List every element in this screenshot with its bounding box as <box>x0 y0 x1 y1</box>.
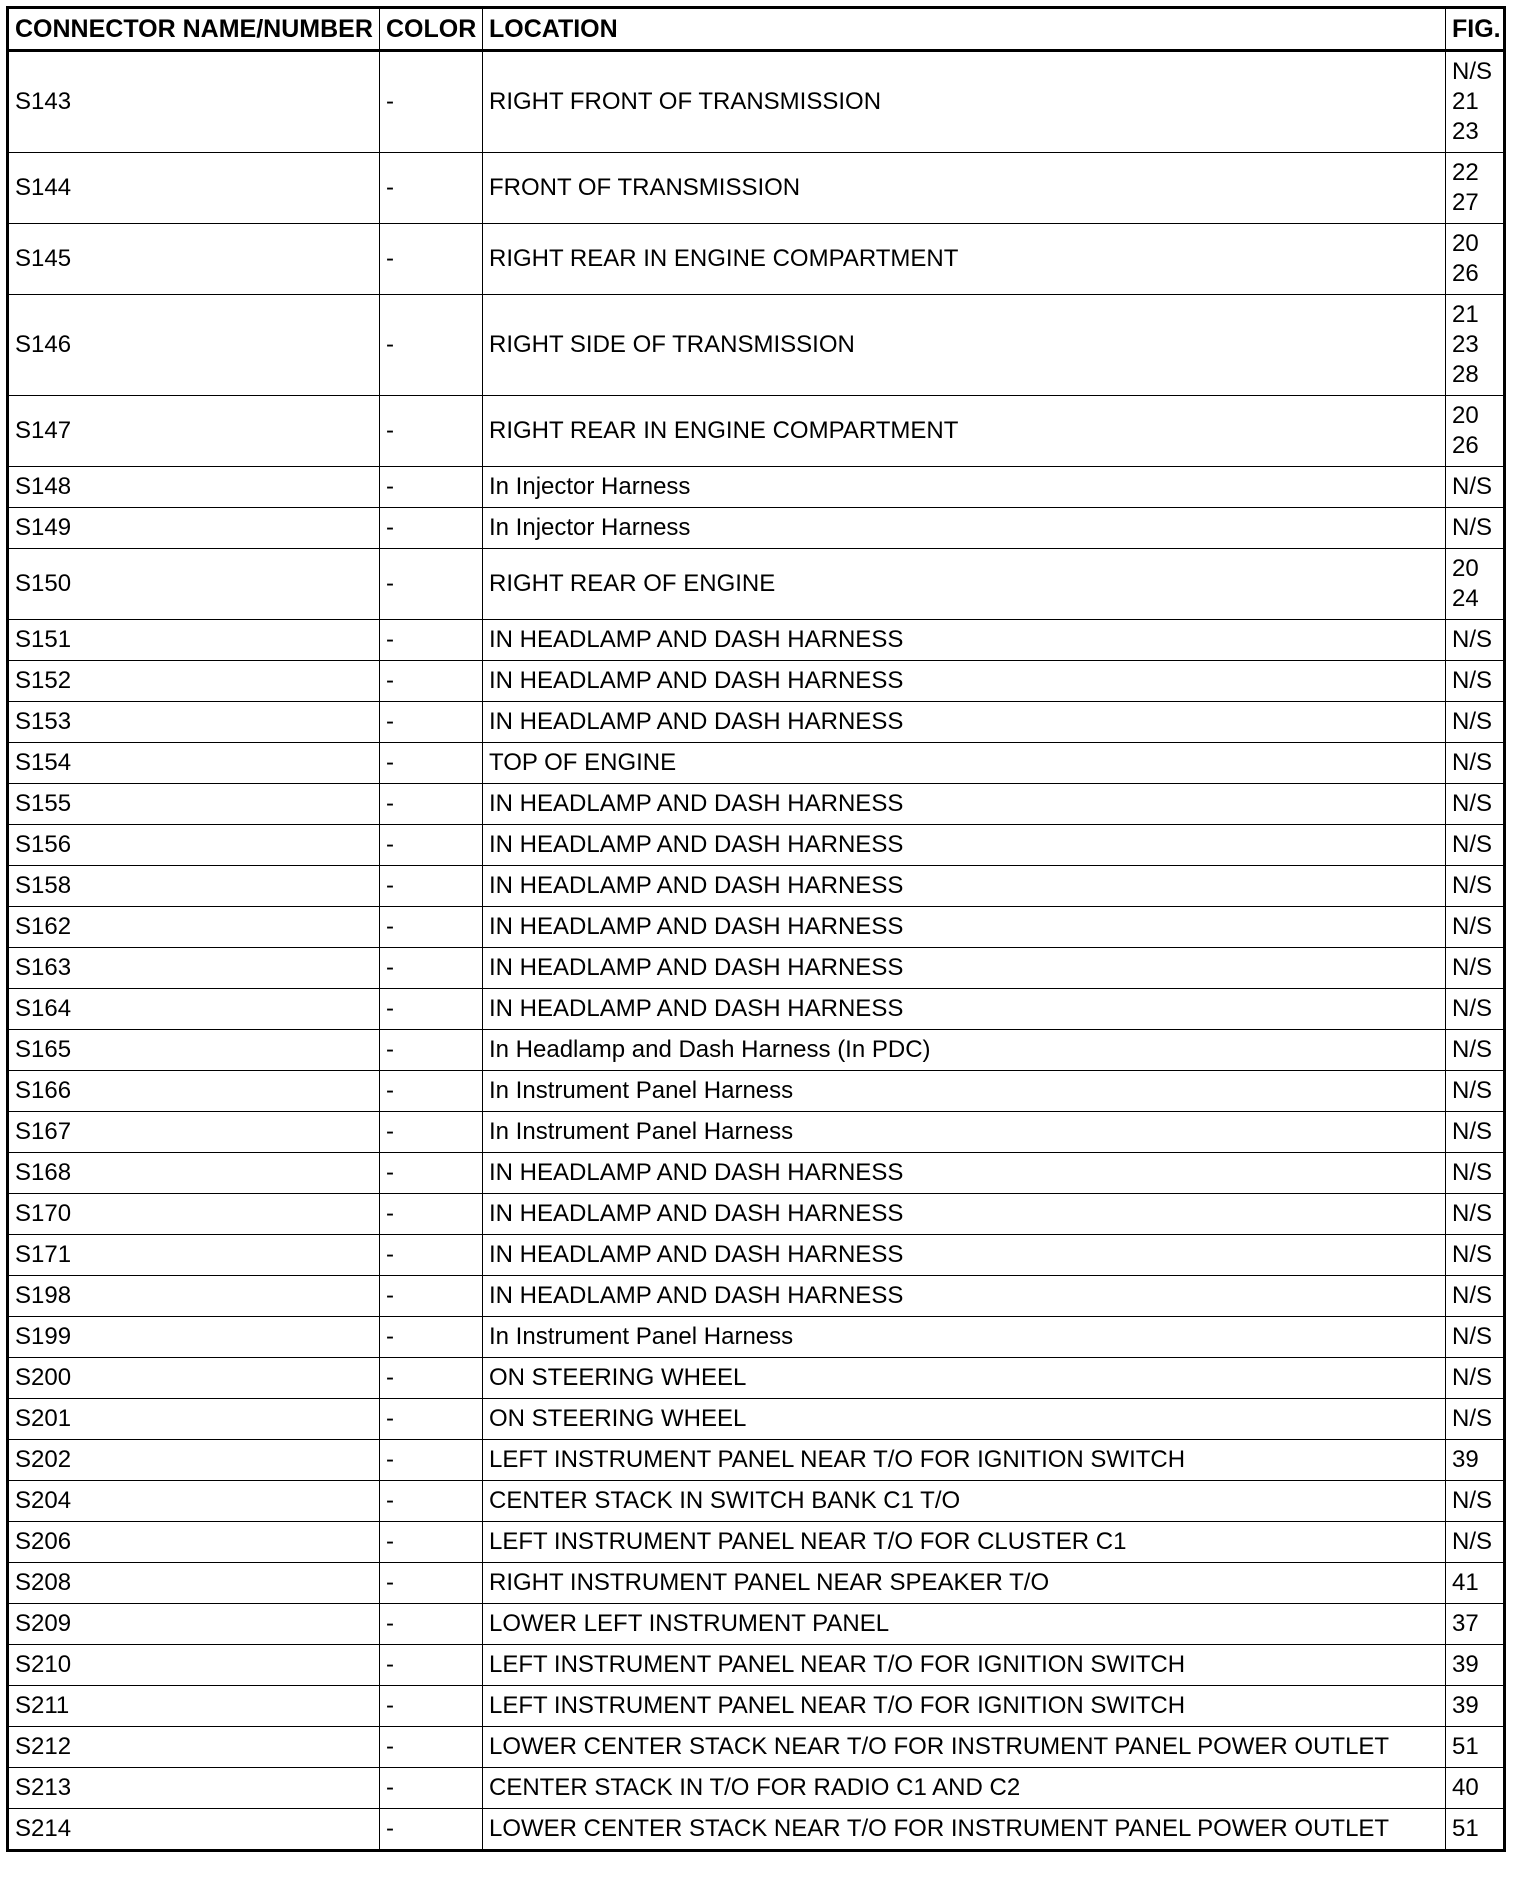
color-cell: - <box>380 467 483 508</box>
fig-reference: N/S <box>1452 1077 1493 1104</box>
fig-cell <box>1446 153 1505 224</box>
location-cell: RIGHT FRONT OF TRANSMISSION <box>483 51 1446 153</box>
connector-name-cell: S208 <box>8 1563 380 1604</box>
color-cell: - <box>380 1645 483 1686</box>
connector-name-cell: S144 <box>8 153 380 224</box>
fig-cell <box>1446 1276 1505 1317</box>
connector-name-cell: S209 <box>8 1604 380 1645</box>
table-row <box>8 1440 1505 1481</box>
fig-cell <box>1446 907 1505 948</box>
fig-reference: N/S <box>1452 1323 1493 1350</box>
fig-cell <box>1446 620 1505 661</box>
fig-reference: 51 <box>1452 1815 1479 1842</box>
fig-cell <box>1446 1030 1505 1071</box>
connector-location-sheet <box>6 6 1503 1852</box>
table-row <box>8 1071 1505 1112</box>
location-cell: IN HEADLAMP AND DASH HARNESS <box>483 661 1446 702</box>
fig-reference: N/S <box>1452 473 1493 500</box>
location-cell: LOWER CENTER STACK NEAR T/O FOR INSTRUMENT PANEL POWER OUTLET <box>483 1727 1446 1768</box>
fig-reference: 40 <box>1452 1774 1479 1801</box>
color-cell: - <box>380 1563 483 1604</box>
fig-cell <box>1446 1727 1505 1768</box>
location-cell: CENTER STACK IN SWITCH BANK C1 T/O <box>483 1481 1446 1522</box>
table-body <box>8 51 1505 1851</box>
fig-reference: N/S <box>1452 1241 1493 1268</box>
connector-name-cell: S143 <box>8 51 380 153</box>
color-cell: - <box>380 1235 483 1276</box>
table-row <box>8 1481 1505 1522</box>
table-row <box>8 295 1505 396</box>
color-cell: - <box>380 1481 483 1522</box>
location-cell: IN HEADLAMP AND DASH HARNESS <box>483 989 1446 1030</box>
connector-name-cell: S199 <box>8 1317 380 1358</box>
color-cell: - <box>380 702 483 743</box>
table-row <box>8 51 1505 153</box>
fig-cell <box>1446 1645 1505 1686</box>
fig-cell <box>1446 396 1505 467</box>
fig-reference: N/S <box>1452 514 1493 541</box>
connector-name-cell: S153 <box>8 702 380 743</box>
fig-reference: 22 <box>1452 159 1479 186</box>
table-row <box>8 1276 1505 1317</box>
table-row <box>8 1030 1505 1071</box>
fig-cell <box>1446 661 1505 702</box>
color-cell: - <box>380 1276 483 1317</box>
fig-reference: 51 <box>1452 1733 1479 1760</box>
connector-name-cell: S200 <box>8 1358 380 1399</box>
location-cell: FRONT OF TRANSMISSION <box>483 153 1446 224</box>
fig-cell <box>1446 866 1505 907</box>
fig-reference: N/S <box>1452 1364 1493 1391</box>
location-cell: CENTER STACK IN T/O FOR RADIO C1 AND C2 <box>483 1768 1446 1809</box>
connector-name-cell: S213 <box>8 1768 380 1809</box>
table-row <box>8 1809 1505 1851</box>
location-cell: RIGHT SIDE OF TRANSMISSION <box>483 295 1446 396</box>
connector-name-cell: S165 <box>8 1030 380 1071</box>
fig-cell <box>1446 989 1505 1030</box>
fig-cell <box>1446 1809 1505 1851</box>
location-cell: IN HEADLAMP AND DASH HARNESS <box>483 907 1446 948</box>
fig-reference: N/S <box>1452 913 1493 940</box>
location-cell: RIGHT REAR IN ENGINE COMPARTMENT <box>483 224 1446 295</box>
fig-cell <box>1446 51 1505 153</box>
fig-reference: 41 <box>1452 1569 1479 1596</box>
table-row <box>8 743 1505 784</box>
fig-reference: 39 <box>1452 1692 1479 1719</box>
fig-reference: 39 <box>1452 1446 1479 1473</box>
fig-cell <box>1446 1071 1505 1112</box>
location-cell: IN HEADLAMP AND DASH HARNESS <box>483 825 1446 866</box>
fig-cell <box>1446 508 1505 549</box>
color-cell: - <box>380 1440 483 1481</box>
color-cell: - <box>380 1153 483 1194</box>
fig-reference: N/S <box>1452 1159 1493 1186</box>
connector-name-cell: S210 <box>8 1645 380 1686</box>
location-cell: IN HEADLAMP AND DASH HARNESS <box>483 866 1446 907</box>
fig-reference: 21 <box>1452 301 1479 328</box>
connector-name-cell: S206 <box>8 1522 380 1563</box>
table-row <box>8 620 1505 661</box>
table-row <box>8 1604 1505 1645</box>
table-row <box>8 661 1505 702</box>
fig-cell <box>1446 1112 1505 1153</box>
connector-name-cell: S158 <box>8 866 380 907</box>
fig-cell <box>1446 295 1505 396</box>
connector-name-cell: S162 <box>8 907 380 948</box>
fig-reference: 26 <box>1452 432 1479 459</box>
fig-cell <box>1446 1194 1505 1235</box>
color-cell: - <box>380 1809 483 1851</box>
color-cell: - <box>380 549 483 620</box>
location-cell: In Instrument Panel Harness <box>483 1112 1446 1153</box>
fig-reference: 21 <box>1452 88 1479 115</box>
fig-reference: N/S <box>1452 1487 1493 1514</box>
connector-name-cell: S201 <box>8 1399 380 1440</box>
table-row <box>8 1358 1505 1399</box>
location-cell: LOWER LEFT INSTRUMENT PANEL <box>483 1604 1446 1645</box>
fig-reference: N/S <box>1452 1405 1493 1432</box>
connector-name-cell: S164 <box>8 989 380 1030</box>
table-row <box>8 153 1505 224</box>
color-cell: - <box>380 948 483 989</box>
fig-cell <box>1446 1604 1505 1645</box>
table-row <box>8 1194 1505 1235</box>
color-cell: - <box>380 51 483 153</box>
fig-cell <box>1446 1563 1505 1604</box>
fig-reference: 27 <box>1452 189 1479 216</box>
table-row <box>8 1235 1505 1276</box>
color-cell: - <box>380 396 483 467</box>
fig-cell <box>1446 1358 1505 1399</box>
header-connector-name: CONNECTOR NAME/NUMBER <box>8 8 380 51</box>
fig-cell <box>1446 784 1505 825</box>
fig-reference: N/S <box>1452 790 1493 817</box>
color-cell: - <box>380 1030 483 1071</box>
color-cell: - <box>380 989 483 1030</box>
fig-cell <box>1446 1522 1505 1563</box>
fig-reference: 37 <box>1452 1610 1479 1637</box>
connector-name-cell: S147 <box>8 396 380 467</box>
table-row <box>8 784 1505 825</box>
connector-name-cell: S198 <box>8 1276 380 1317</box>
connector-name-cell: S212 <box>8 1727 380 1768</box>
location-cell: RIGHT INSTRUMENT PANEL NEAR SPEAKER T/O <box>483 1563 1446 1604</box>
location-cell: RIGHT REAR IN ENGINE COMPARTMENT <box>483 396 1446 467</box>
fig-reference: 23 <box>1452 331 1479 358</box>
color-cell: - <box>380 1399 483 1440</box>
location-cell: LEFT INSTRUMENT PANEL NEAR T/O FOR CLUSTER C1 <box>483 1522 1446 1563</box>
location-cell: IN HEADLAMP AND DASH HARNESS <box>483 784 1446 825</box>
connector-name-cell: S168 <box>8 1153 380 1194</box>
connector-name-cell: S155 <box>8 784 380 825</box>
color-cell: - <box>380 1194 483 1235</box>
fig-cell <box>1446 1440 1505 1481</box>
table-row <box>8 1686 1505 1727</box>
connector-name-cell: S163 <box>8 948 380 989</box>
connector-name-cell: S146 <box>8 295 380 396</box>
connector-name-cell: S166 <box>8 1071 380 1112</box>
fig-reference: 26 <box>1452 260 1479 287</box>
location-cell: In Injector Harness <box>483 508 1446 549</box>
color-cell: - <box>380 784 483 825</box>
table-row <box>8 825 1505 866</box>
fig-reference: N/S <box>1452 954 1493 981</box>
fig-reference: N/S <box>1452 708 1493 735</box>
fig-reference: 20 <box>1452 230 1479 257</box>
table-row <box>8 907 1505 948</box>
fig-reference: N/S <box>1452 995 1493 1022</box>
connector-name-cell: S202 <box>8 1440 380 1481</box>
table-row <box>8 989 1505 1030</box>
header-color: COLOR <box>380 8 483 51</box>
color-cell: - <box>380 661 483 702</box>
fig-cell <box>1446 743 1505 784</box>
location-cell: In Instrument Panel Harness <box>483 1317 1446 1358</box>
fig-cell <box>1446 948 1505 989</box>
color-cell: - <box>380 153 483 224</box>
color-cell: - <box>380 825 483 866</box>
table-row <box>8 508 1505 549</box>
location-cell: LEFT INSTRUMENT PANEL NEAR T/O FOR IGNITION SWITCH <box>483 1686 1446 1727</box>
location-cell: ON STEERING WHEEL <box>483 1358 1446 1399</box>
connector-name-cell: S154 <box>8 743 380 784</box>
connector-name-cell: S211 <box>8 1686 380 1727</box>
color-cell: - <box>380 1727 483 1768</box>
color-cell: - <box>380 1071 483 1112</box>
fig-cell <box>1446 1686 1505 1727</box>
fig-cell <box>1446 1399 1505 1440</box>
location-cell: LEFT INSTRUMENT PANEL NEAR T/O FOR IGNITION SWITCH <box>483 1645 1446 1686</box>
fig-cell <box>1446 1481 1505 1522</box>
fig-reference: 24 <box>1452 585 1479 612</box>
table-row <box>8 1768 1505 1809</box>
table-row <box>8 549 1505 620</box>
location-cell: IN HEADLAMP AND DASH HARNESS <box>483 702 1446 743</box>
location-cell: In Instrument Panel Harness <box>483 1071 1446 1112</box>
fig-reference: N/S <box>1452 1118 1493 1145</box>
color-cell: - <box>380 1522 483 1563</box>
location-cell: LOWER CENTER STACK NEAR T/O FOR INSTRUMENT PANEL POWER OUTLET <box>483 1809 1446 1851</box>
fig-reference: N/S <box>1452 626 1493 653</box>
color-cell: - <box>380 508 483 549</box>
fig-reference: 20 <box>1452 555 1479 582</box>
fig-cell <box>1446 549 1505 620</box>
table-row <box>8 1522 1505 1563</box>
location-cell: TOP OF ENGINE <box>483 743 1446 784</box>
fig-cell <box>1446 467 1505 508</box>
color-cell: - <box>380 1686 483 1727</box>
fig-reference: N/S <box>1452 58 1493 85</box>
color-cell: - <box>380 1112 483 1153</box>
color-cell: - <box>380 1317 483 1358</box>
fig-reference: 28 <box>1452 361 1479 388</box>
table-row <box>8 1645 1505 1686</box>
color-cell: - <box>380 224 483 295</box>
fig-reference: N/S <box>1452 1200 1493 1227</box>
connector-name-cell: S170 <box>8 1194 380 1235</box>
location-cell: RIGHT REAR OF ENGINE <box>483 549 1446 620</box>
color-cell: - <box>380 620 483 661</box>
location-cell: IN HEADLAMP AND DASH HARNESS <box>483 620 1446 661</box>
table-row <box>8 467 1505 508</box>
table-row <box>8 224 1505 295</box>
fig-cell <box>1446 224 1505 295</box>
color-cell: - <box>380 907 483 948</box>
fig-reference: N/S <box>1452 667 1493 694</box>
location-cell: IN HEADLAMP AND DASH HARNESS <box>483 1235 1446 1276</box>
location-cell: IN HEADLAMP AND DASH HARNESS <box>483 1194 1446 1235</box>
fig-reference: N/S <box>1452 1036 1493 1063</box>
fig-reference: 39 <box>1452 1651 1479 1678</box>
connector-name-cell: S151 <box>8 620 380 661</box>
fig-cell <box>1446 702 1505 743</box>
connector-name-cell: S167 <box>8 1112 380 1153</box>
connector-table <box>6 6 1506 1852</box>
location-cell: In Headlamp and Dash Harness (In PDC) <box>483 1030 1446 1071</box>
table-row <box>8 1153 1505 1194</box>
connector-name-cell: S149 <box>8 508 380 549</box>
fig-reference: N/S <box>1452 872 1493 899</box>
location-cell: ON STEERING WHEEL <box>483 1399 1446 1440</box>
location-cell: IN HEADLAMP AND DASH HARNESS <box>483 948 1446 989</box>
header-location: LOCATION <box>483 8 1446 51</box>
table-row <box>8 1317 1505 1358</box>
fig-reference: N/S <box>1452 1282 1493 1309</box>
fig-reference: 23 <box>1452 118 1479 145</box>
fig-reference: N/S <box>1452 831 1493 858</box>
location-cell: LEFT INSTRUMENT PANEL NEAR T/O FOR IGNITION SWITCH <box>483 1440 1446 1481</box>
connector-name-cell: S150 <box>8 549 380 620</box>
fig-cell <box>1446 1768 1505 1809</box>
fig-reference: 20 <box>1452 402 1479 429</box>
table-row <box>8 866 1505 907</box>
color-cell: - <box>380 1358 483 1399</box>
table-row <box>8 1399 1505 1440</box>
table-row <box>8 396 1505 467</box>
table-row <box>8 1112 1505 1153</box>
color-cell: - <box>380 743 483 784</box>
fig-cell <box>1446 1317 1505 1358</box>
table-row <box>8 1563 1505 1604</box>
color-cell: - <box>380 295 483 396</box>
connector-name-cell: S171 <box>8 1235 380 1276</box>
color-cell: - <box>380 866 483 907</box>
connector-name-cell: S152 <box>8 661 380 702</box>
header-fig: FIG. <box>1446 8 1505 51</box>
color-cell: - <box>380 1768 483 1809</box>
table-header-row <box>8 8 1505 51</box>
connector-name-cell: S204 <box>8 1481 380 1522</box>
location-cell: IN HEADLAMP AND DASH HARNESS <box>483 1153 1446 1194</box>
color-cell: - <box>380 1604 483 1645</box>
connector-name-cell: S214 <box>8 1809 380 1851</box>
location-cell: IN HEADLAMP AND DASH HARNESS <box>483 1276 1446 1317</box>
fig-reference: N/S <box>1452 1528 1493 1555</box>
connector-name-cell: S145 <box>8 224 380 295</box>
fig-cell <box>1446 1235 1505 1276</box>
table-row <box>8 1727 1505 1768</box>
fig-cell <box>1446 1153 1505 1194</box>
table-row <box>8 702 1505 743</box>
table-row <box>8 948 1505 989</box>
connector-name-cell: S148 <box>8 467 380 508</box>
location-cell: In Injector Harness <box>483 467 1446 508</box>
connector-name-cell: S156 <box>8 825 380 866</box>
fig-cell <box>1446 825 1505 866</box>
fig-reference: N/S <box>1452 749 1493 776</box>
